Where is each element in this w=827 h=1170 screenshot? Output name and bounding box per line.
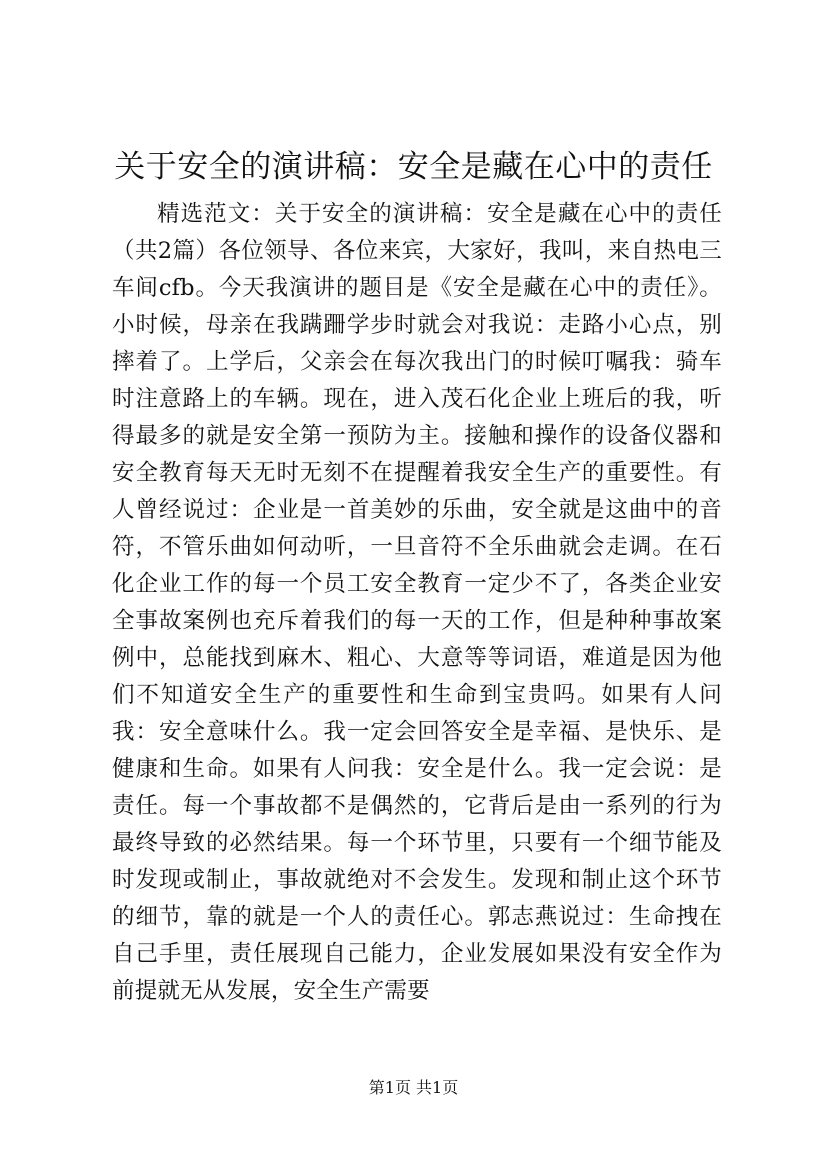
document-body: 精选范文：关于安全的演讲稿：安全是藏在心中的责任（共2篇）各位领导、各位来宾，大家好，我叫，来自热电三车间cfb。今天我演讲的题目是《安全是藏在心中的责任》。小时候，母亲在我蹒跚学步时就会对我说：走路小心点，别摔着了。上学后，父亲会在每次我出门的时候叮嘱我：骑车时注意路上的车辆。现在，进入茂石化企业上班后的我，听得最多的就是安全第一预防为主。接触和操作的设备仪器和安全教育每天无时无刻不在提醒着我安全生产的重要性。有人曾经说过：企业是一首美妙的乐曲，安全就是这曲中的音符，不管乐曲如何动听，一旦音符不全乐曲就会走调。在石化企业工作的每一个员工安全教育一定少不了，各类企业安全事故案例也充斥着我们的每一天的工作，但是种种事故案例中，总能找到麻木、粗心、大意等等词语，难道是因为他们不知道安全生产的重要性和生命到宝贵吗。如果有人问我：安全意味什么。我一定会回答安全是幸福、是快乐、是健康和生命。如果有人问我：安全是什么。我一定会说：是责任。每一个事故都不是偶然的，它背后是由一系列的行为最终导致的必然结果。每一个环节里，只要有一个细节能及时发现或制止，事故就绝对不会发生。发现和制止这个环节的细节，靠的就是一个人的责任心。郭志燕说过：生命拽在自己手里，责任展现自己能力，企业发展如果没有安全作为前提就无从发展，安全生产需要 bbox=[112, 201, 722, 1004]
document-title: 关于安全的演讲稿：安全是藏在心中的责任 bbox=[114, 149, 713, 185]
page-footer: 第1页 共1页 bbox=[368, 1078, 459, 1097]
